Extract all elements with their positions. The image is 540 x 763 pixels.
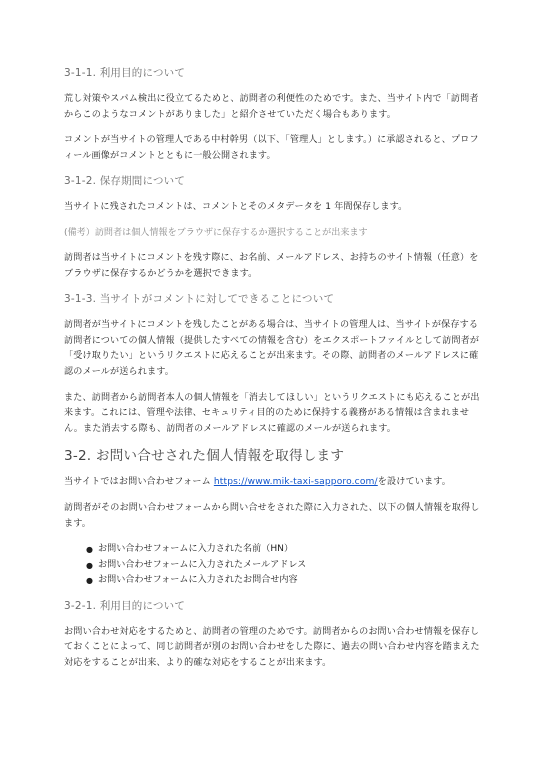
list-item-text: お問い合わせフォームに入力されたメールアドレス [98, 559, 307, 570]
paragraph-approval: コメントが当サイトの管理人である中村幹男（以下、「管理人」とします。）に承認されると、プロフィール画像がコメントとともに一般公開されます。 [64, 135, 479, 161]
section-heading-3-1-1: 3-1-1. 利用目的について [64, 67, 186, 79]
section-heading-3-1-3: 3-1-3. 当サイトがコメントに対してできることについて [64, 293, 335, 306]
collected-info-list [64, 542, 482, 589]
bullet-icon: ● [86, 560, 93, 570]
contact-form-suffix: を設けています。 [377, 477, 452, 488]
paragraph-browser-save: 訪問者は当サイトにコメントを残す際に、お名前、メールアドレス、お持ちのサイト情報（任意）をブラウザに保存するかどうかを選択できます。 [64, 252, 479, 279]
section-heading-3-2-1: 3-2-1. 利用目的について [64, 599, 186, 612]
paragraph-export: 訪問者が当サイトにコメントを残したことがある場合は、当サイトの管理人は、当サイトが保存する訪問者についての個人情報（提供したすべての情報を含む）をエクスポートファイルとして訪問者が「受け取りたい」というリクエストに応えることが出来ます。その際、訪問者のメールアドレスに確認のメールが送られます。 [64, 320, 480, 377]
section-heading-3-2: 3-2. お問い合せされた個人情報を取得します [64, 448, 345, 465]
paragraph-collected-info: 訪問者がそのお問い合わせフォームから問い合せをされた際に入力された、以下の個人情報を取得します。 [64, 502, 480, 529]
section-heading-3-1-2: 3-1-2. 保存期間について [64, 175, 186, 188]
paragraph-contact-purpose: お問い合わせ対応をするためと、訪問者の管理のためです。訪問者からのお問い合わせ情報を保存しておくことによって、同じ訪問者が別のお問い合わせをした際に、過去の問い合わせ内容を踏まえた対応をすることが出来、より的確な対応をすることが出来ます。 [64, 626, 480, 669]
paragraph-retention: 当サイトに残されたコメントは、コメントとそのメタデータを 1 年間保存します。 [64, 202, 408, 213]
bullet-icon: ● [86, 576, 93, 586]
list-item-text: お問い合わせフォームに入力された名前（HN） [98, 544, 294, 555]
list-item-text: お問い合わせフォームに入力されたお問合せ内容 [98, 575, 298, 586]
contact-form-text: 当サイトではお問い合わせフォーム [64, 477, 214, 488]
paragraph-contact-form [64, 475, 482, 491]
paragraph-purpose: 荒し対策やスパム検出に役立てるためと、訪問者の利便性のためです。また、当サイト内で「訪問者からこのようなコメントがありました」と紹介させていただく場合もあります。 [64, 94, 479, 120]
list-item [86, 542, 482, 558]
list-item [86, 558, 482, 574]
contact-form-link[interactable]: https://www.mik-taxi-sapporo.com/ [213, 477, 378, 488]
list-item [86, 573, 482, 589]
paragraph-erase: また、訪問者から訪問者本人の個人情報を「消去してほしい」というリクエストにも応えることが出来ます。これには、管理や法律、セキュリティ目的のために保持する義務がある情報は含まれません。また消去する際も、訪問者のメールアドレスに確認のメールが送られます。 [64, 392, 480, 434]
note-browser-save: (備考）訪問者は個人情報をブラウザに保存するか選択することが出来ます [64, 227, 368, 238]
bullet-icon: ● [86, 545, 93, 555]
